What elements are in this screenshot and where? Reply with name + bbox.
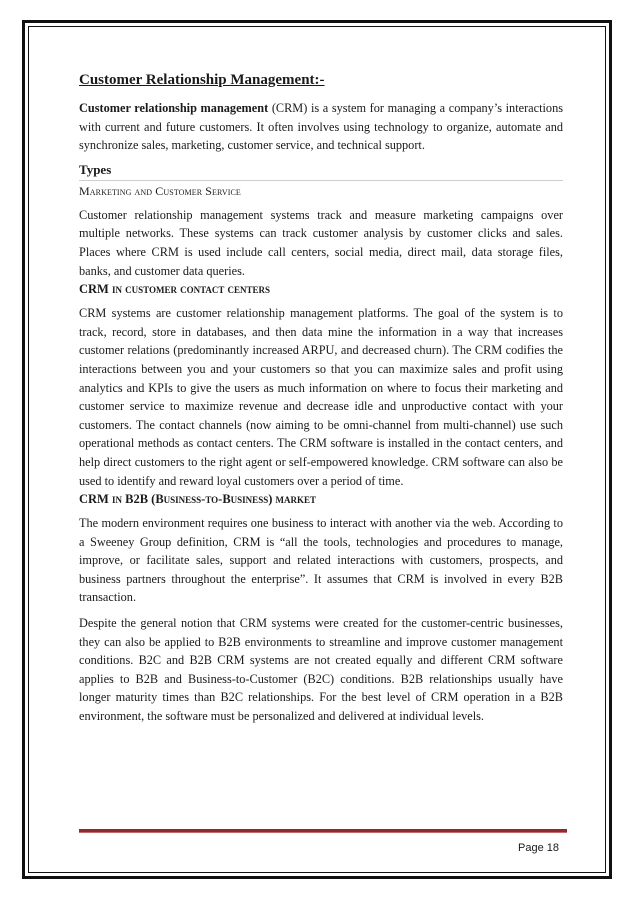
section-paragraph-b2b-2: Despite the general notion that CRM systems were created for the customer-centric businesses, they can also be applied to B2B environments to streamline and improve customer management conditions. B2C and B2B CRM systems are not created equally and different CRM software applies to B2B and Business-to-Customer (B2C) conditions. B2B relationships usually have longer maturity times than B2C relationships. For the best level of CRM operation in a B2B environment, the software must be personalized and delivered at individual levels.	[79, 616, 563, 724]
intro-text: (CRM) is a system for managing a company’s interactions with current and future customers. It often involves using technology to organize, automate and synchronize sales, marketing, customer service, and technical support.	[79, 101, 564, 153]
section-paragraph-contact-centers: CRM systems are customer relationship management platforms. The goal of the system is to track, record, store in databases, and then data mine the information in a way that increases customer relations (predominantly increased ARPU, and decreased churn). The CRM codifies the interactions between you and your customers so that you can maximize sales and profit using analytics and KPIs to give the users as much information on where to focus their marketing and customer service to maximize revenue and decrease idle and unproductive contact with your customers. The contact channels (now aiming to be omni-channel from multi-channel) use such operational methods as contact centers. The CRM software is installed in the contact centers, and help direct customers to the right agent or self-empowered knowledge. CRM software can also be used to identify and reward loyal customers over a period of time.	[79, 306, 563, 488]
page-number: Page 18	[518, 842, 559, 854]
intro-paragraph	[79, 99, 563, 155]
section-paragraph-marketing: Customer relationship management systems track and measure marketing campaigns over multiple networks. These systems can track customer analysis by customer clicks and sales. Places where CRM is used include call centers, social media, direct mail, data storage files, banks, and customer data queries.	[79, 207, 563, 278]
section-heading-contact-centers: CRM in customer contact centers	[79, 282, 271, 297]
intro-bold-term: Customer relationship management	[79, 101, 269, 115]
document-body	[79, 72, 563, 726]
footer-rule	[79, 829, 567, 833]
document-title: Customer Relationship Management:-	[79, 72, 325, 88]
section-heading-b2b: CRM in B2B (Business-to-Business) market	[79, 492, 316, 507]
types-heading: Types	[79, 162, 563, 181]
section-paragraph-b2b-1: The modern environment requires one business to interact with another via the web. According to a Sweeney Group definition, CRM is “all the tools, technologies and procedures to manage, improve, or facilitate sales, support and related interactions with customers, prospects, and business partners throughout the enterprise”. It assumes that CRM is involved in every B2B transaction.	[79, 516, 563, 605]
section-heading-marketing: Marketing and Customer Service	[79, 183, 241, 198]
